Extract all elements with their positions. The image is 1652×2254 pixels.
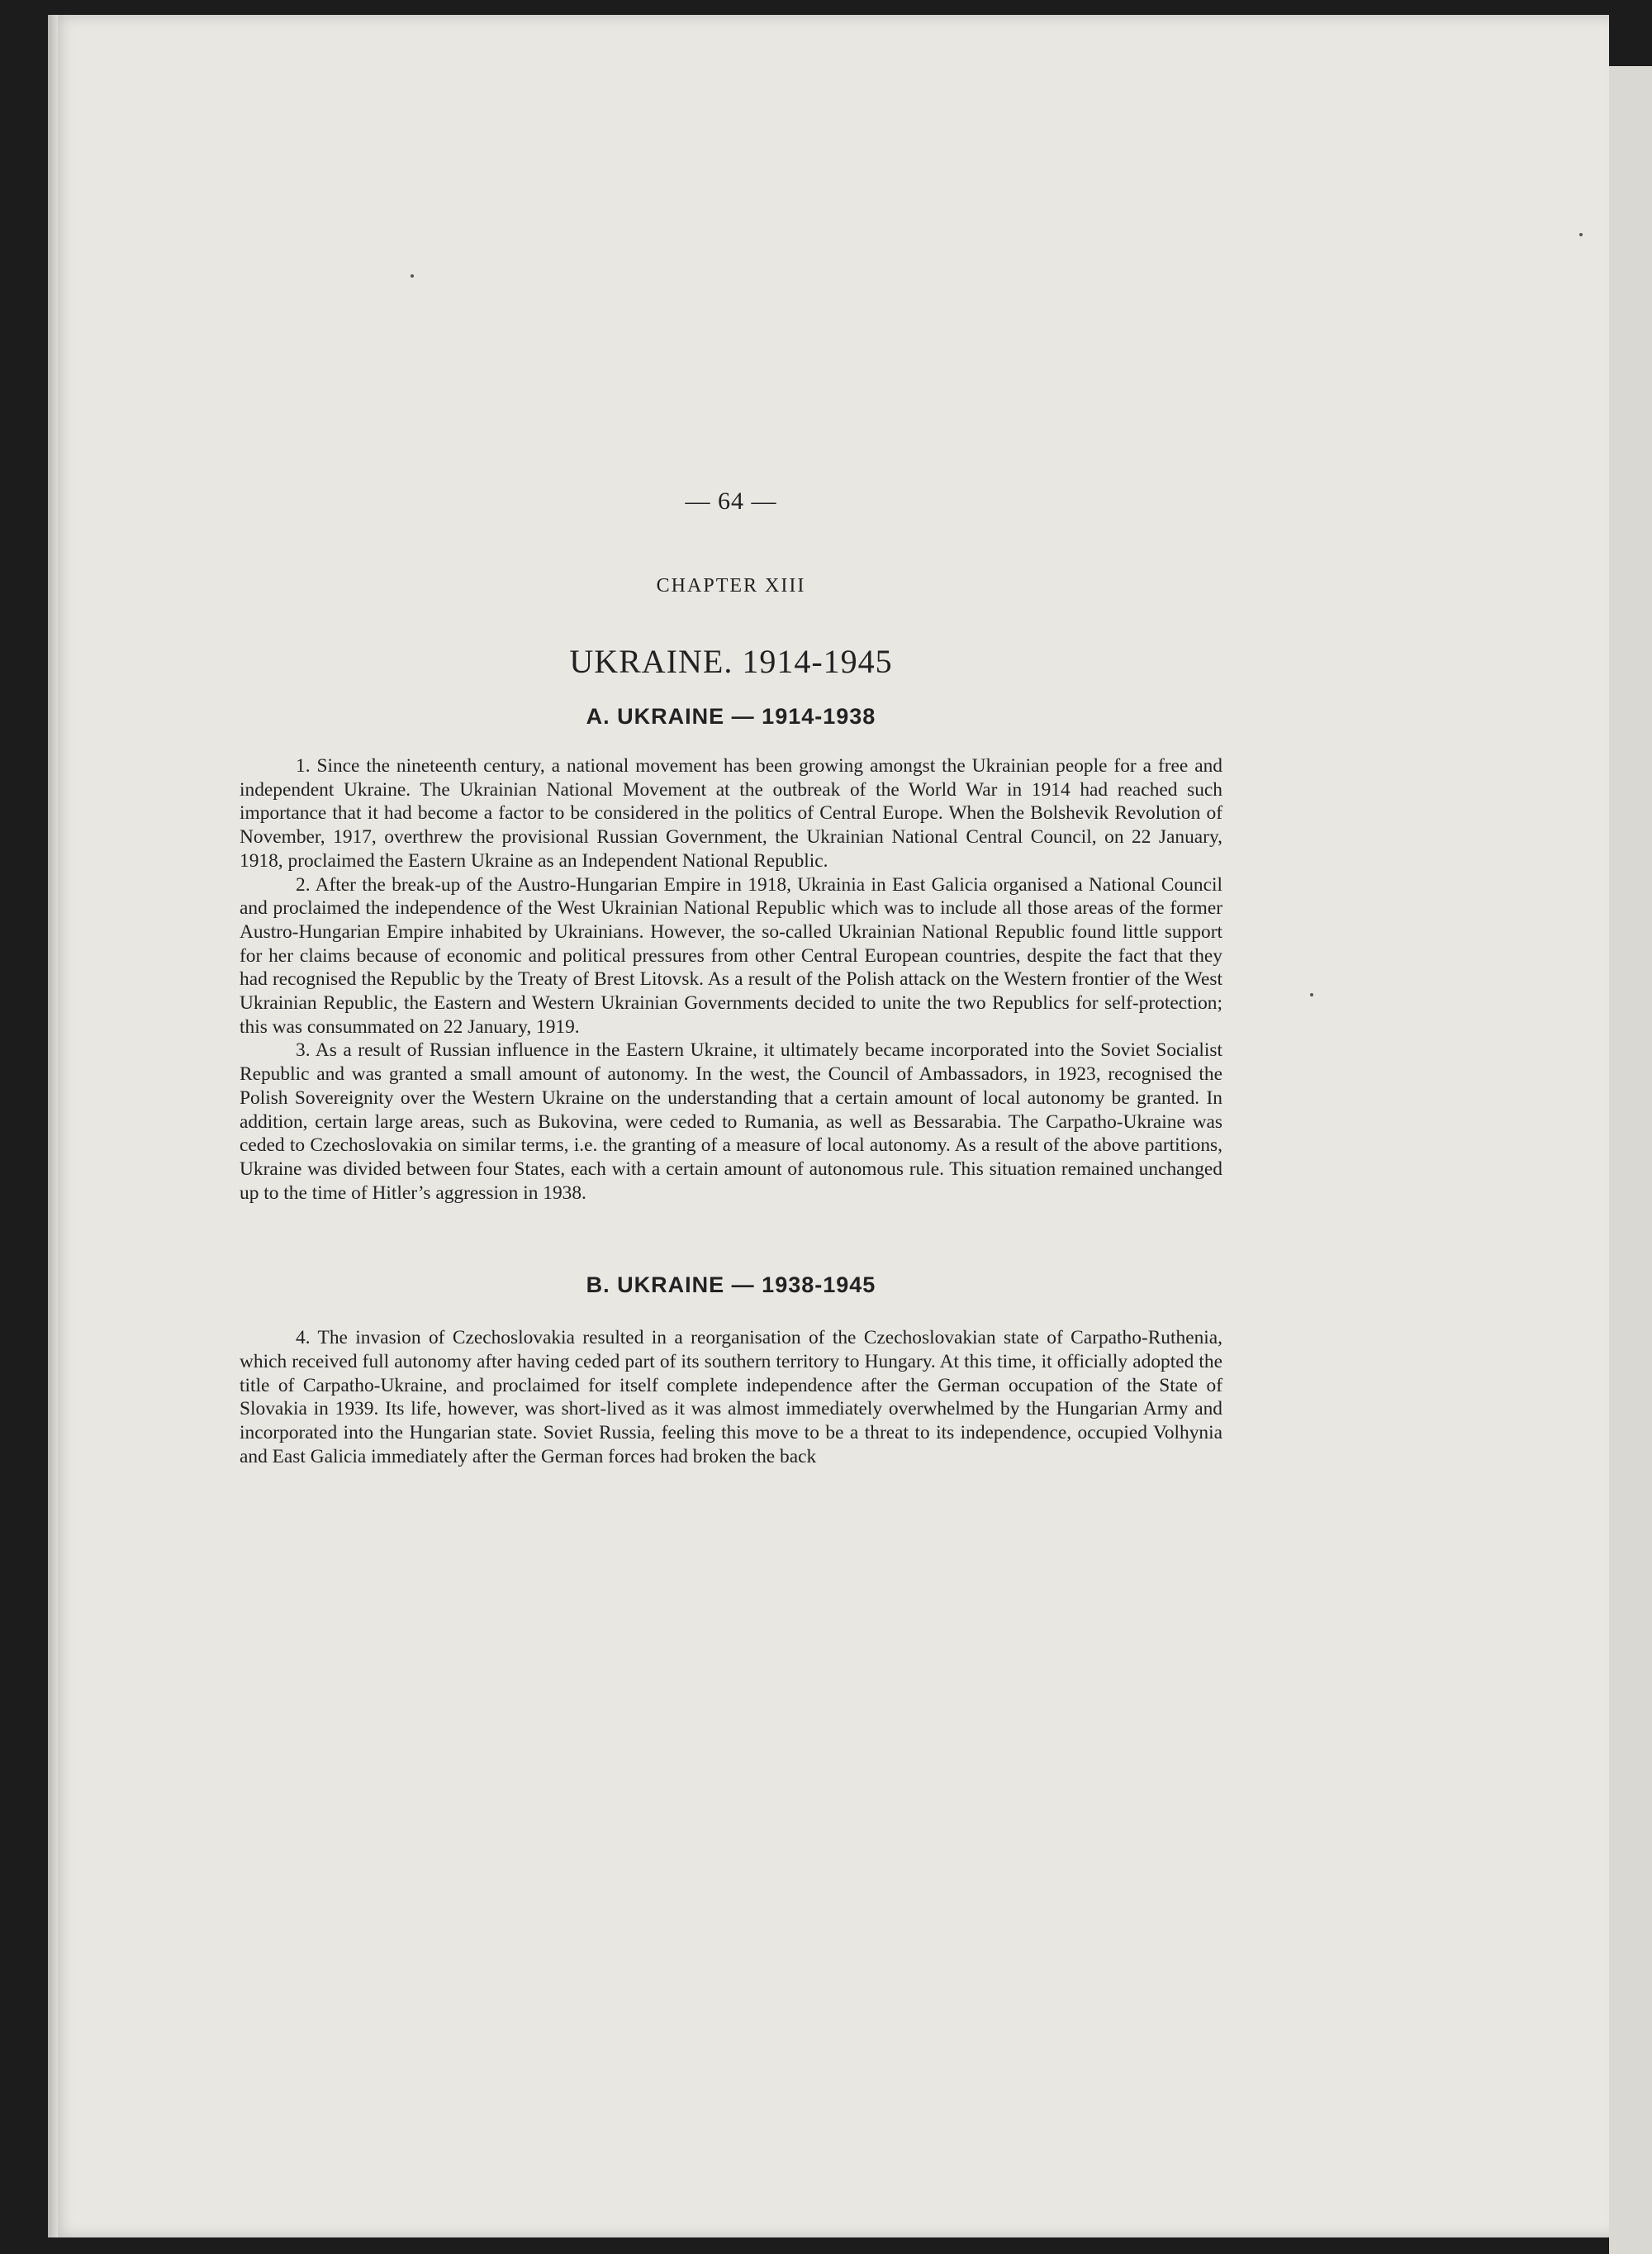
paragraph-4: 4. The invasion of Czechoslovakia resulted in a reorganisation of the Czechoslovakian state of Carpatho-Ruthenia, which received full autonomy after having ceded part of its southern territory to Hungary. At this time, it officially adopted the title of Carpatho-Ukraine, and proclaimed for itself complete independence after the German occupation of the State of Slovakia in 1939. Its life, however, was short-lived as it was almost immediately overwhelmed by the Hungarian Army and incorporated into the Hungarian state. Soviet Russia, feeling this move to be a threat to its independence, occupied Volhynia and East Galicia immediately after the German forces had broken the back <box>240 1327 1222 1467</box>
adjacent-page-edge <box>1609 66 1652 2254</box>
paragraph-2: 2. After the break-up of the Austro-Hungarian Empire in 1918, Ukrainia in East Galicia organised a National Council and proclaimed the independence of the West Ukrainian National Republic which was to include all those areas of the former Austro-Hungarian Empire inhabited by Ukrainians. However, the so-called Ukrainian National Republic found little support for her claims because of economic and political pressures from other Central European countries, despite the fact that they had recognised the Republic by the Treaty of Brest Litovsk. As a result of the Polish attack on the Western frontier of the West Ukrainian Republic, the Eastern and Western Ukrainian Governments decided to unite the two Republics for self-protection; this was consummated on 22 January, 1919. <box>240 873 1222 1038</box>
page-binding-edge <box>48 15 58 2237</box>
paragraph-3: 3. As a result of Russian influence in the Eastern Ukraine, it ultimately became incorporated into the Soviet Socialist Republic and was granted a small amount of autonomy. In the west, the Council of Ambassadors, in 1923, recognised the Polish Sovereignity over the Western Ukraine on the understanding that a certain amount of local autonomy be granted. In addition, certain large areas, such as Bukovina, were ceded to Rumania, as well as Bessarabia. The Carpatho-Ukraine was ceded to Czechoslovakia on similar terms, i.e. the granting of a measure of local autonomy. As a result of the above partitions, Ukraine was divided between four States, each with a certain amount of autonomous rule. This situation remained unchanged up to the time of Hitler’s aggression in 1938. <box>240 1039 1222 1204</box>
speck <box>411 274 414 278</box>
speck <box>1310 993 1313 996</box>
section-heading-a: A. UKRAINE — 1914-1938 <box>586 704 876 729</box>
section-heading-b: B. UKRAINE — 1938-1945 <box>586 1272 876 1298</box>
chapter-title: UKRAINE. 1914-1945 <box>569 643 893 680</box>
page-content <box>240 487 1222 1469</box>
chapter-label: CHAPTER XIII <box>656 575 806 597</box>
page-number: — 64 — <box>685 487 777 515</box>
speck <box>1579 233 1583 236</box>
paragraph-1: 1. Since the nineteenth century, a national movement has been growing amongst the Ukrainian people for a free and independent Ukraine. The Ukrainian National Movement at the outbreak of the World War in 1914 had reached such importance that it had become a factor to be considered in the politics of Central Europe. When the Bolshevik Revolution of November, 1917, overthrew the provisional Russian Government, the Ukrainian National Central Council, on 22 January, 1918, proclaimed the Eastern Ukraine as an Independent National Republic. <box>240 755 1222 872</box>
